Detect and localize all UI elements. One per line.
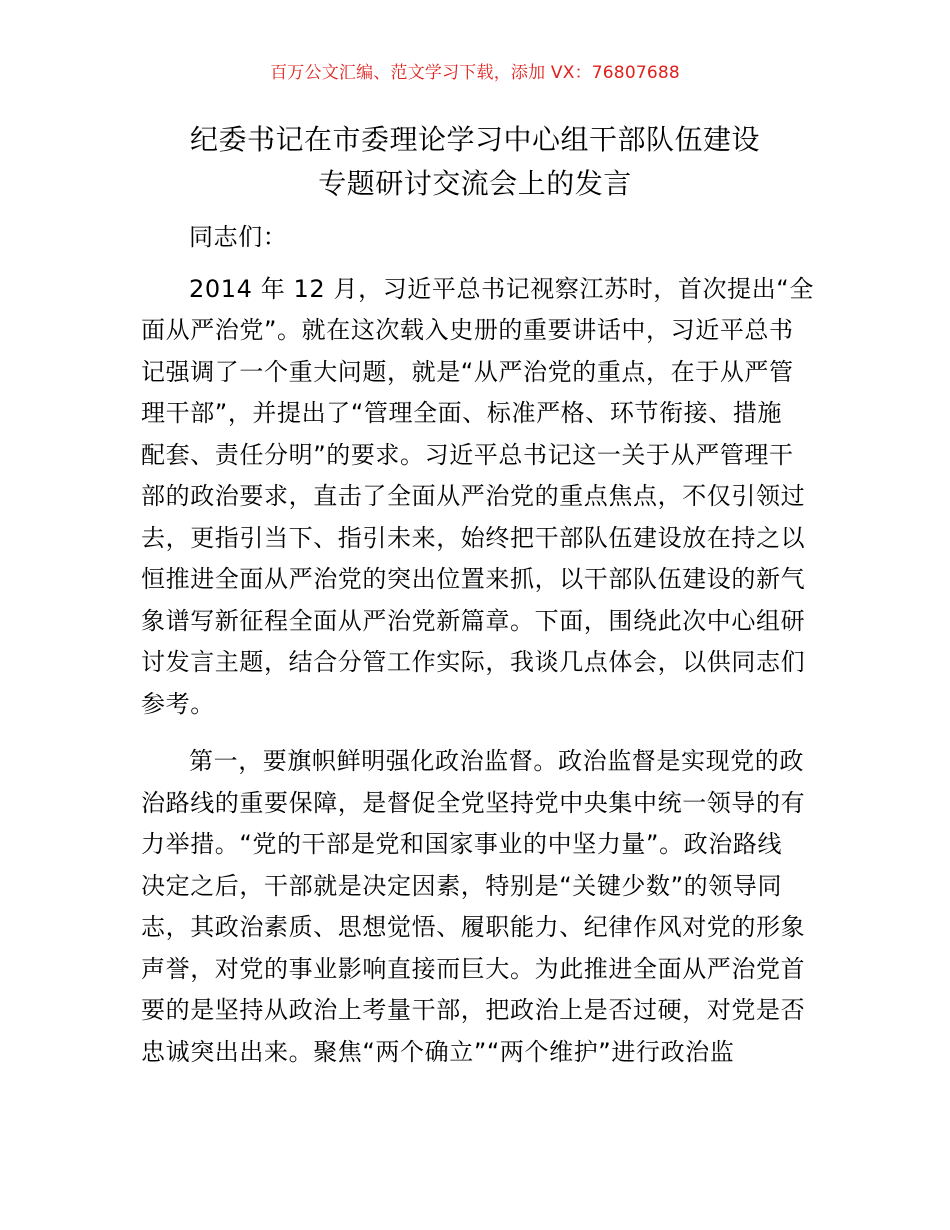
watermark-header: 百万公文汇编、范文学习下载，添加 VX：76807688 [270, 63, 680, 83]
paragraph-line: 治路线的重要保障，是督促全党坚持党中央集中统一领导的有 [141, 789, 806, 817]
paragraph-line: 配套、责任分明”的要求。习近平总书记这一关于从严管理干 [141, 441, 794, 469]
paragraph-line: 忠诚突出出来。聚焦“两个确立”“两个维护”进行政治监 [141, 1038, 735, 1066]
paragraph-line: 决定之后，干部就是决定因素，特别是“关键少数”的领导同 [141, 872, 783, 900]
paragraph-line: 记强调了一个重大问题，就是“从严治党的重点，在于从严管 [141, 358, 794, 386]
paragraph-line: 理干部”，并提出了“管理全面、标准严格、环节衔接、措施 [141, 399, 783, 427]
document-title-line-1: 纪委书记在市委理论学习中心组干部队伍建设 [189, 123, 760, 156]
paragraph-line: 恒推进全面从严治党的突出位置来抓，以干部队伍建设的新气 [141, 565, 806, 593]
paragraph-line: 第一，要旗帜鲜明强化政治监督。政治监督是实现党的政 [189, 747, 804, 775]
salutation: 同志们： [189, 223, 288, 251]
paragraph-line: 力举措。“党的干部是党和国家事业的中坚力量”。政治路线 [141, 830, 783, 858]
paragraph-line: 去，更指引当下、指引未来，始终把干部队伍建设放在持之以 [141, 524, 806, 552]
paragraph-line: 志，其政治素质、思想觉悟、履职能力、纪律作风对党的形象 [141, 913, 806, 941]
paragraph-line: 参考。 [141, 690, 215, 718]
paragraph-line: 要的是坚持从政治上考量干部，把政治上是否过硬，对党是否 [141, 996, 806, 1024]
paragraph-line: 面从严治党”。就在这次载入史册的重要讲话中，习近平总书 [141, 316, 794, 344]
paragraph-line: 声誉，对党的事业影响直接而巨大。为此推进全面从严治党首 [141, 955, 806, 983]
paragraph-line: 讨发言主题，结合分管工作实际，我谈几点体会，以供同志们 [141, 648, 806, 676]
paragraph-line: 部的政治要求，直击了全面从严治党的重点焦点，不仅引领过 [141, 482, 806, 510]
document-title-line-2: 专题研讨交流会上的发言 [318, 167, 632, 200]
paragraph-line: 2014 年 12 月，习近平总书记视察江苏时，首次提出“全 [189, 275, 814, 303]
paragraph-line: 象谱写新征程全面从严治党新篇章。下面，围绕此次中心组研 [141, 607, 806, 635]
